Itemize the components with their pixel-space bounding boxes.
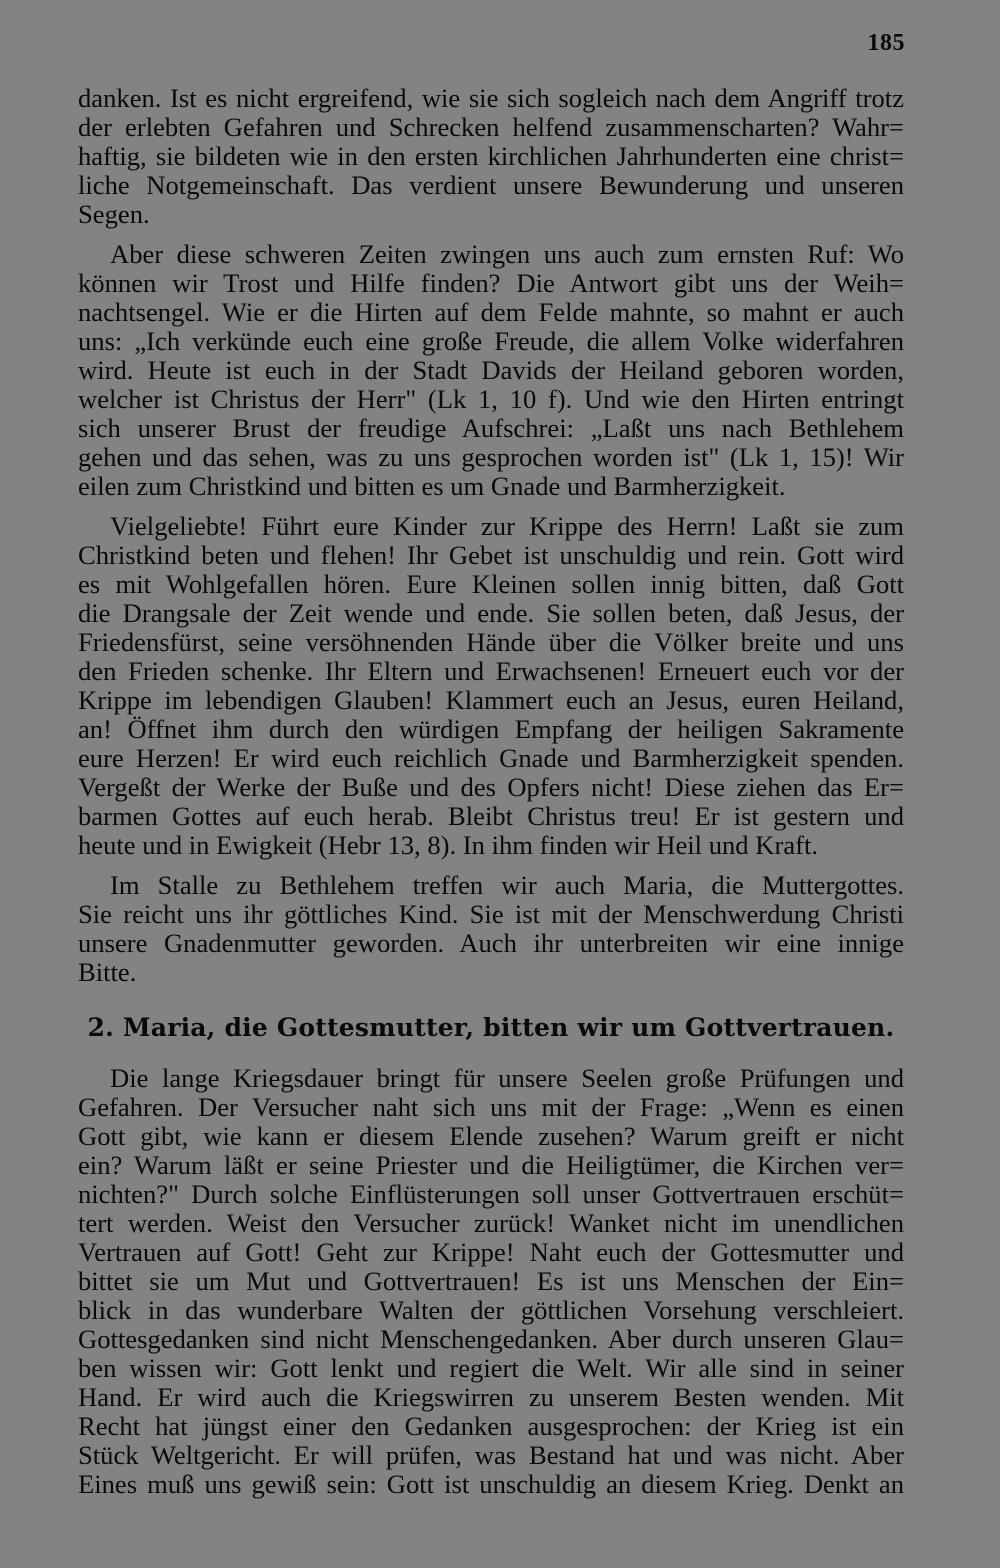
text-line: Christkind beten und flehen! Ihr Gebet ist unschuldig und rein. Gott wird (78, 540, 904, 570)
text-line: ben wissen wir: Gott lenkt und regiert die Welt. Wir alle sind in seiner (78, 1353, 904, 1383)
text-line: gehen und das sehen, was zu uns gesprochen worden ist" (Lk 1, 15)! Wir (78, 442, 904, 472)
text-line: Vielgeliebte! Führt eure Kinder zur Krippe des Herrn! Laßt sie zum (110, 511, 904, 541)
text-line: können wir Trost und Hilfe finden? Die Antwort gibt uns der Weih= (78, 268, 904, 298)
text-line: uns: „Ich verkünde euch eine große Freude, die allem Volke widerfahren (78, 326, 904, 356)
text-line: es mit Wohlgefallen hören. Eure Kleinen sollen innig bitten, daß Gott (78, 569, 904, 599)
text-line: ein? Warum läßt er seine Priester und die Heiligtümer, die Kirchen ver= (78, 1150, 904, 1180)
text-line: Aber diese schweren Zeiten zwingen uns auch zum ernsten Ruf: Wo (110, 239, 904, 269)
text-line: Recht hat jüngst einer den Gedanken ausgesprochen: der Krieg ist ein (78, 1411, 904, 1441)
text-line: haftig, sie bildeten wie in den ersten kirchlichen Jahrhunderten eine christ= (78, 141, 904, 171)
paragraph-continuation (78, 84, 904, 229)
text-line: Die lange Kriegsdauer bringt für unsere Seelen große Prüfungen und (110, 1063, 904, 1093)
text-line: Sie reicht uns ihr göttliches Kind. Sie ist mit der Menschwerdung Christi (78, 899, 904, 929)
paragraph-trost (78, 240, 904, 501)
text-line: Krippe im lebendigen Glauben! Klammert euch an Jesus, euren Heiland, (78, 685, 904, 715)
text-line: Gott gibt, wie kann er diesem Elende zusehen? Warum greift er nicht (78, 1121, 904, 1151)
text-line: Vergeßt der Werke der Buße und des Opfers nicht! Diese ziehen das Er= (78, 772, 904, 802)
text-line: tert werden. Weist den Versucher zurück! Wanket nicht im unendlichen (78, 1208, 904, 1238)
text-line: Stück Weltgericht. Er will prüfen, was Bestand hat und was nicht. Aber (78, 1440, 904, 1470)
paragraph-stalle (78, 871, 904, 987)
text-line: eure Herzen! Er wird euch reichlich Gnade und Barmherzigkeit spenden. (78, 743, 904, 773)
text-line: Gottesgedanken sind nicht Menschengedanken. Aber durch unseren Glau= (78, 1324, 904, 1354)
text-line: Hand. Er wird auch die Kriegswirren zu unserem Besten wenden. Mit (78, 1382, 904, 1412)
text-line: bittet sie um Mut und Gottvertrauen! Es ist uns Menschen der Ein= (78, 1266, 904, 1296)
text-line: nachtsengel. Wie er die Hirten auf dem Felde mahnte, so mahnt er auch (78, 297, 904, 327)
text-line: sich unserer Brust der freudige Aufschrei: „Laßt uns nach Bethlehem (78, 413, 904, 443)
text-line: blick in das wunderbare Walten der göttlichen Vorsehung verschleiert. (78, 1295, 904, 1325)
paragraph-vielgeliebte (78, 512, 904, 860)
text-line: Vertrauen auf Gott! Geht zur Krippe! Naht euch der Gottesmutter und (78, 1237, 904, 1267)
text-line: danken. Ist es nicht ergreifend, wie sie sich sogleich nach dem Angriff trotz (78, 83, 904, 113)
text-line: an! Öffnet ihm durch den würdigen Empfang der heiligen Sakramente (78, 714, 904, 744)
text-line: Friedensfürst, seine versöhnenden Hände über die Völker breite und uns (78, 627, 904, 657)
text-line: Segen. (78, 199, 150, 229)
text-line: liche Notgemeinschaft. Das verdient unsere Bewunderung und unseren (78, 170, 904, 200)
text-line: welcher ist Christus der Herr" (Lk 1, 10 f). Und wie den Hirten entringt (78, 384, 904, 414)
text-line: heute und in Ewigkeit (Hebr 13, 8). In ihm finden wir Heil und Kraft. (78, 830, 819, 860)
text-line: die Drangsale der Zeit wende und ende. Sie sollen beten, daß Jesus, der (78, 598, 904, 628)
page-body (78, 84, 904, 1499)
text-line: eilen zum Christkind und bitten es um Gnade und Barmherzigkeit. (78, 471, 786, 501)
text-line: Bitte. (78, 957, 137, 987)
text-line: den Frieden schenke. Ihr Eltern und Erwachsenen! Erneuert euch vor der (78, 656, 904, 686)
section-heading: 2. Maria, die Gottesmutter, bitten wir um Gottvertrauen. (87, 1013, 895, 1042)
text-line: nichten?" Durch solche Einflüsterungen soll unser Gottvertrauen erschüt= (78, 1179, 904, 1209)
text-line: unsere Gnadenmutter geworden. Auch ihr unterbreiten wir eine innige (78, 928, 904, 958)
page-number: 185 (867, 30, 905, 56)
text-line: der erlebten Gefahren und Schrecken helfend zusammenscharten? Wahr= (78, 112, 904, 142)
text-line: Eines muß uns gewiß sein: Gott ist unschuldig an diesem Krieg. Denkt an (78, 1469, 904, 1499)
text-line: barmen Gottes auf euch herab. Bleibt Christus treu! Er ist gestern und (78, 801, 904, 831)
text-line: Gefahren. Der Versucher naht sich uns mit der Frage: „Wenn es einen (78, 1092, 904, 1122)
text-line: wird. Heute ist euch in der Stadt Davids der Heiland geboren worden, (78, 355, 904, 385)
paragraph-kriegsdauer (78, 1064, 904, 1499)
text-line: Im Stalle zu Bethlehem treffen wir auch Maria, die Muttergottes. (110, 870, 904, 900)
